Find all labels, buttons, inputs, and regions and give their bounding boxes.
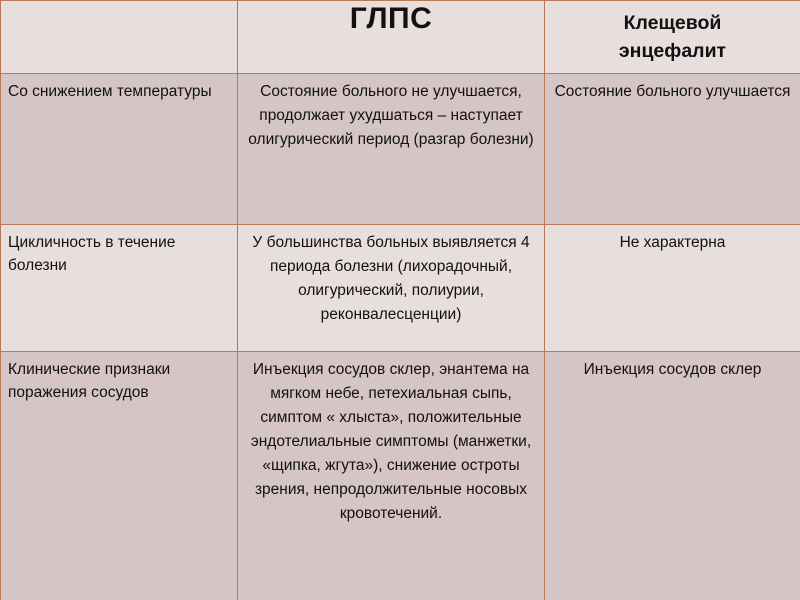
table-header-row xyxy=(1,1,800,74)
row-label-temperature: Со снижением температуры xyxy=(1,74,238,225)
cell-glps-cyclicity: У большинства больных выявляется 4 периода болезни (лихорадочный, олигурический, полиурии, реконвалесценции) xyxy=(238,225,545,352)
cell-tbe-vascular-signs: Инъекция сосудов склер xyxy=(545,352,800,600)
header-tick-borne-encephalitis: Клещевой энцефалит xyxy=(545,1,800,74)
table-row xyxy=(1,225,800,352)
table-row xyxy=(1,352,800,600)
cell-glps-vascular-signs: Инъекция сосудов склер, энантема на мягком небе, петехиальная сыпь, симптом « хлыста», положительные эндотелиальные симптомы (манжетки, «щипка, жгута»), снижение остроты зрения, непродолжительные носовых кровотечений. xyxy=(238,352,545,600)
header-empty-cell xyxy=(1,1,238,74)
cell-tbe-cyclicity: Не характерна xyxy=(545,225,800,352)
header-glps: ГЛПС xyxy=(238,1,545,74)
table-row xyxy=(1,74,800,225)
cell-glps-temperature: Состояние больного не улучшается, продолжает ухудшаться – наступает олигурический период (разгар болезни) xyxy=(238,74,545,225)
row-label-cyclicity: Цикличность в течение болезни xyxy=(1,225,238,352)
row-label-vascular-signs: Клинические признаки поражения сосудов xyxy=(1,352,238,600)
cell-tbe-temperature: Состояние больного улучшается xyxy=(545,74,800,225)
